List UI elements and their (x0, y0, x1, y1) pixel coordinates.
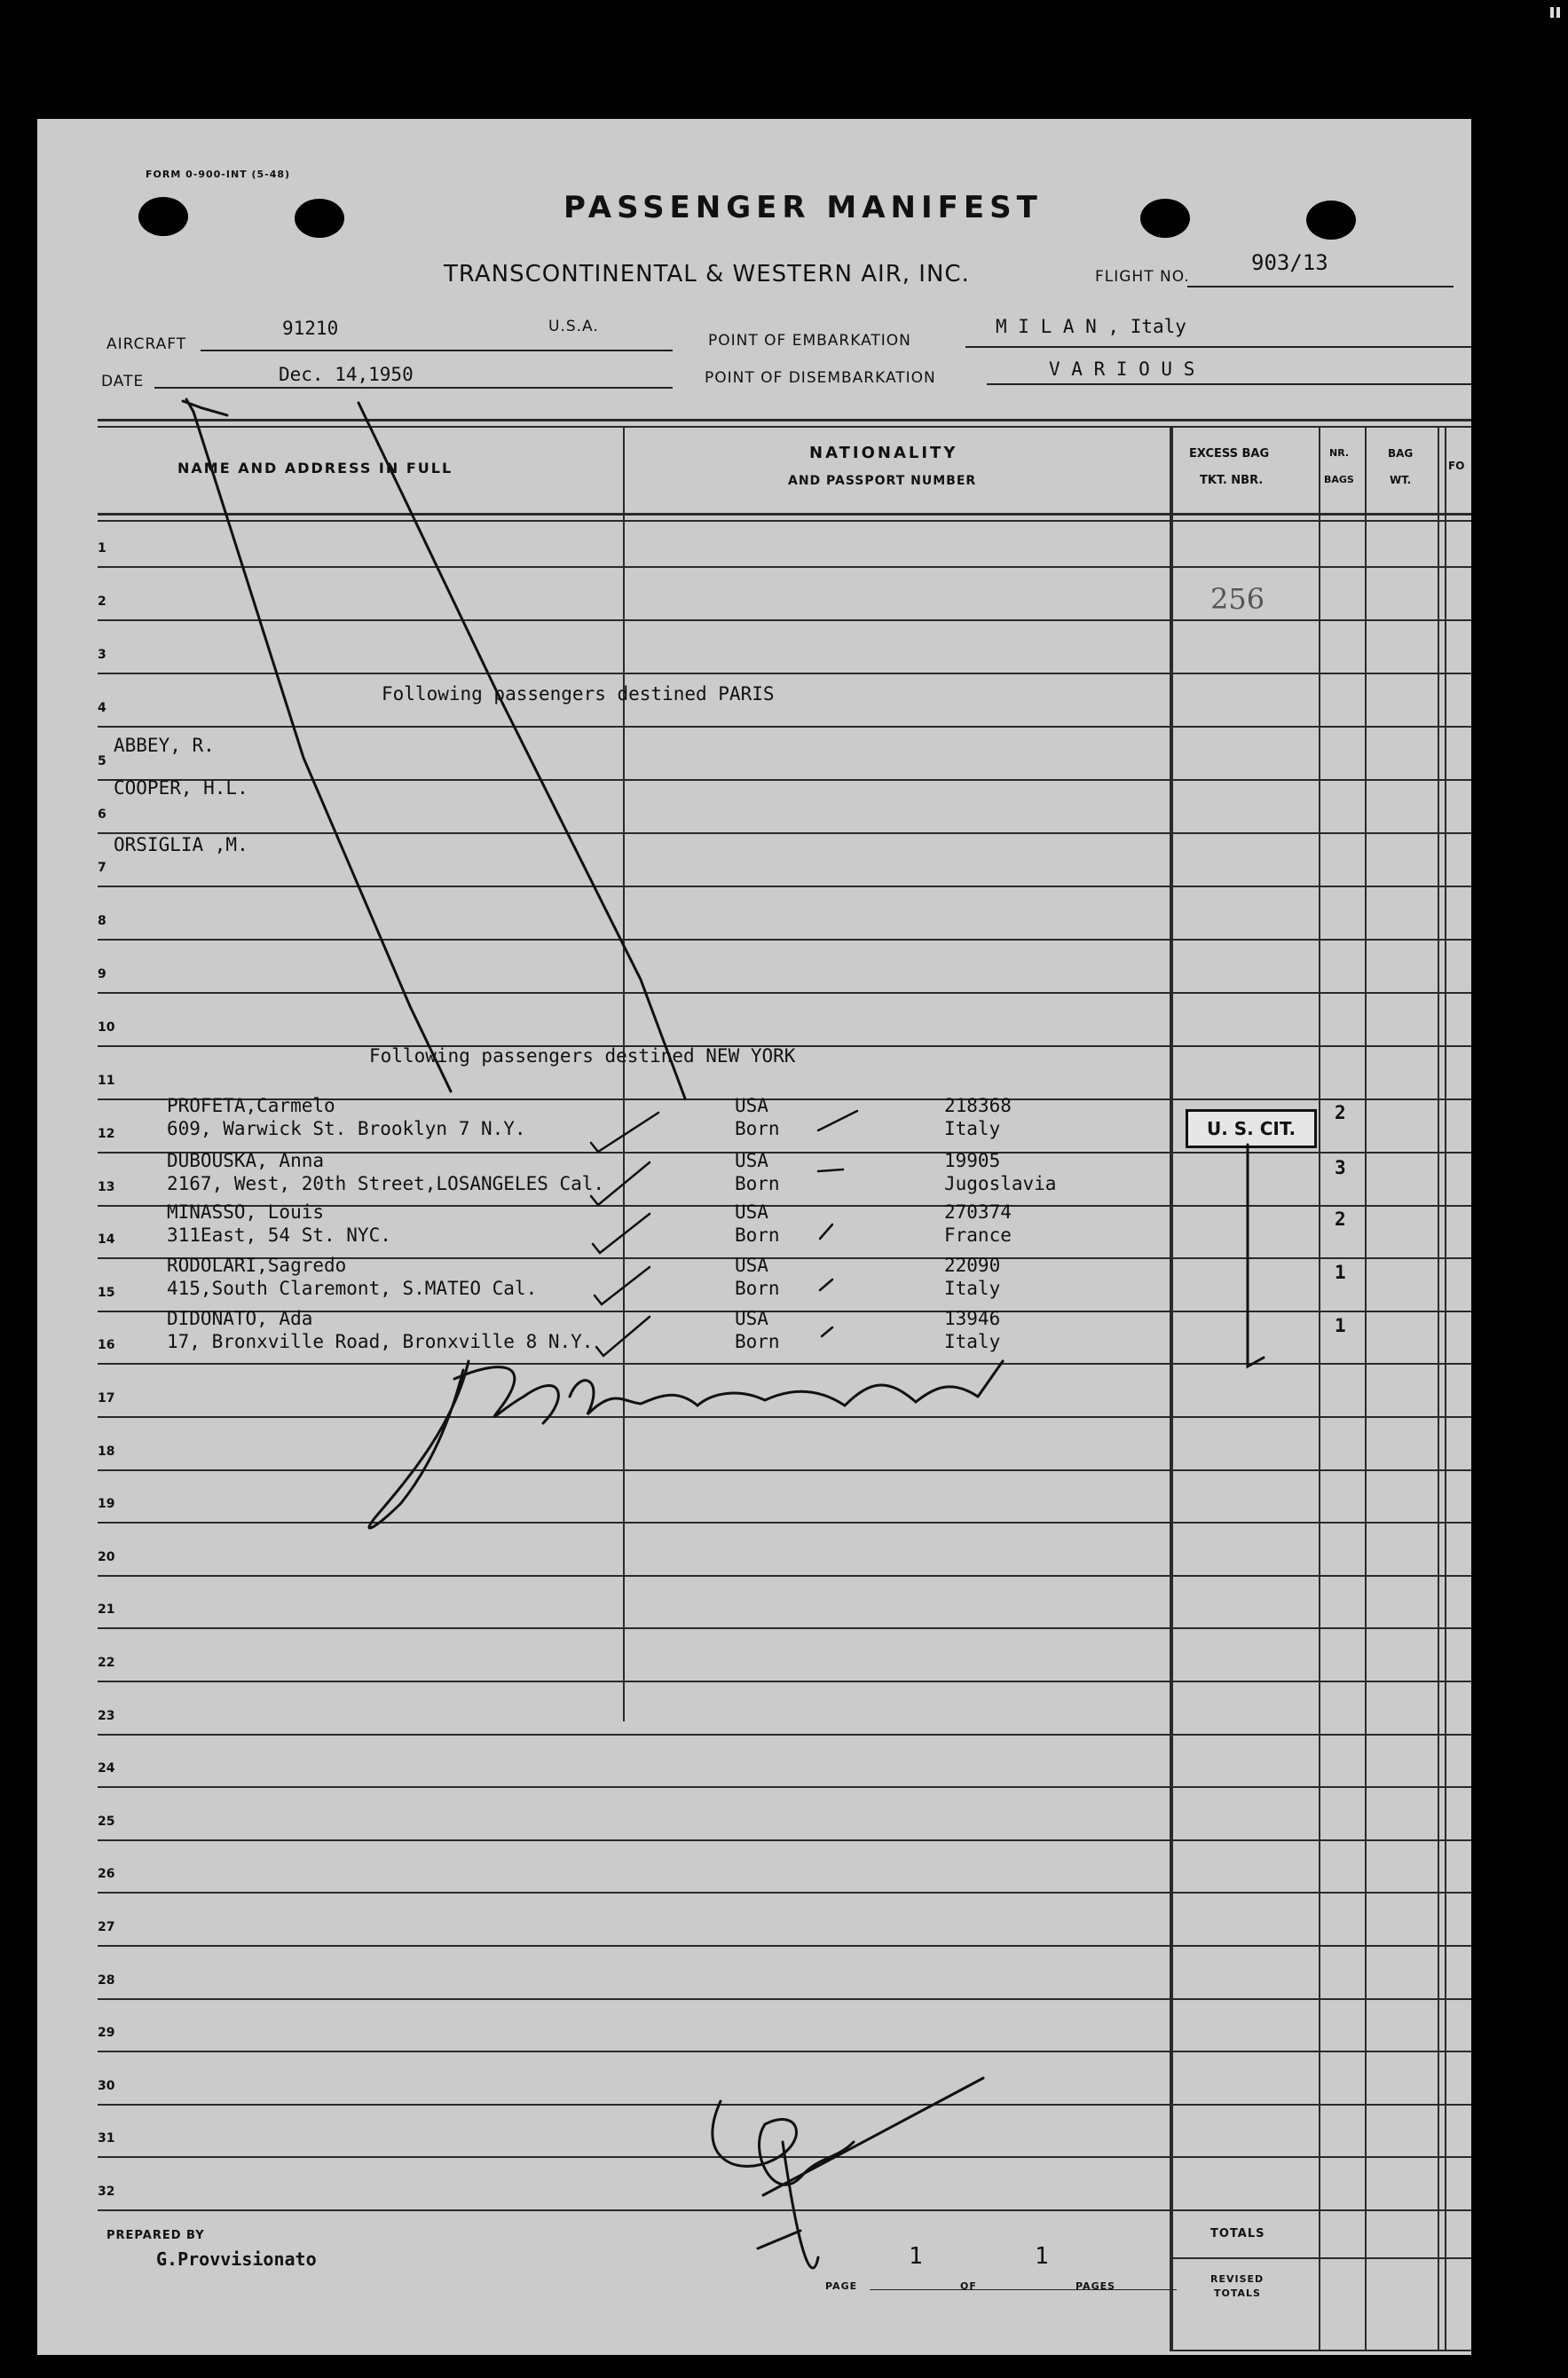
ny-passenger-address: 17, Bronxville Road, Bronxville 8 N.Y. (167, 1331, 594, 1352)
row-number: 6 (98, 807, 106, 822)
section-heading-paris: Following passengers destined PARIS (382, 683, 775, 705)
embark-label: POINT OF EMBARKATION (708, 332, 911, 350)
ny-passenger-address: 415,South Claremont, S.MATEO Cal. (167, 1278, 538, 1299)
ny-passenger-birthplace: Italy (944, 1331, 1001, 1352)
row-number: 25 (98, 1814, 115, 1829)
paris-passenger: COOPER, H.L. (114, 777, 248, 799)
totals-label: TOTALS (1210, 2227, 1265, 2240)
row-number: 16 (98, 1338, 115, 1353)
flight-number: 903/13 (1251, 250, 1328, 275)
page-total: 1 (1035, 2243, 1049, 2270)
ny-passenger-born-label: Born (735, 1173, 780, 1194)
ny-passenger-bags: 1 (1335, 1315, 1346, 1336)
row-number: 24 (98, 1761, 115, 1776)
row-number: 29 (98, 2026, 115, 2041)
ny-passenger-birthplace: Italy (944, 1118, 1001, 1139)
ny-passenger-nationality: USA (735, 1255, 768, 1276)
embark-point: M I L A N , Italy (996, 316, 1186, 337)
ny-passenger-name: RODOLARI,Sagredo (167, 1255, 347, 1276)
ny-passenger-address: 311East, 54 St. NYC. (167, 1224, 391, 1246)
ny-passenger-birthplace: Jugoslavia (944, 1173, 1057, 1194)
handwriting-overlay (37, 119, 1471, 2355)
ny-passenger-birthplace: France (944, 1224, 1012, 1246)
section-heading-new-york: Following passengers destined NEW YORK (369, 1045, 796, 1067)
ny-passenger-passport: 19905 (944, 1150, 1001, 1171)
row-number: 30 (98, 2078, 115, 2093)
row-number: 26 (98, 1867, 115, 1882)
row-number: 5 (98, 754, 106, 768)
col-excess-header-2: TKT. NBR. (1200, 474, 1264, 487)
signature-broderick (369, 1361, 1003, 1528)
col-nbr-header-2: BAGS (1324, 474, 1354, 485)
paris-passenger: ORSIGLIA ,M. (114, 834, 248, 855)
ny-passenger-birthplace: Italy (944, 1278, 1001, 1299)
ny-passenger-bags: 1 (1335, 1262, 1346, 1283)
ny-passenger-address: 2167, West, 20th Street,LOSANGELES Cal. (167, 1173, 605, 1194)
col-wt-header-2: WT. (1390, 474, 1412, 486)
us-citizen-box: U. S. CIT. (1186, 1109, 1317, 1148)
row-number: 2 (98, 594, 106, 609)
row-number: 11 (98, 1074, 115, 1088)
strike-line-2 (359, 403, 685, 1098)
aircraft-number: 91210 (282, 318, 339, 339)
aircraft-country: U.S.A. (548, 318, 599, 335)
row-number: 1 (98, 541, 106, 555)
row-number: 28 (98, 1972, 115, 1988)
signature-initials (713, 2078, 983, 2268)
ny-passenger-name: DIDONATO, Ada (167, 1308, 313, 1329)
row-number: 4 (98, 701, 106, 715)
disembark-label: POINT OF DISEMBARKATION (705, 369, 936, 387)
ny-passenger-name: DUBOUSKA, Anna (167, 1150, 325, 1171)
col-excess-header-1: EXCESS BAG (1189, 447, 1270, 461)
ny-passenger-passport: 13946 (944, 1308, 1001, 1329)
ny-passenger-nationality: USA (735, 1095, 768, 1116)
manifest-title: PASSENGER MANIFEST (563, 190, 1043, 225)
row-number: 13 (98, 1179, 115, 1194)
paris-passenger: ABBEY, R. (114, 735, 215, 756)
col-passport-header: AND PASSPORT NUMBER (788, 474, 977, 488)
col-nationality-header: NATIONALITY (809, 444, 958, 462)
strike-line-1b (183, 401, 227, 415)
row-number: 19 (98, 1497, 115, 1512)
ny-passenger-bags: 2 (1335, 1102, 1346, 1123)
row-number: 7 (98, 861, 106, 875)
revised-totals-label: REVISED (1210, 2273, 1265, 2285)
aircraft-label: AIRCRAFT (106, 335, 187, 353)
ny-passenger-name: PROFETA,Carmelo (167, 1095, 335, 1116)
row-number: 3 (98, 648, 106, 662)
flight-date: Dec. 14,1950 (279, 364, 414, 385)
prepared-by-name: G.Provvisionato (156, 2248, 317, 2270)
signature-broderick-text: J.P. Broderick (37, 119, 43, 120)
page-number: 1 (909, 2243, 923, 2270)
ny-passenger-nationality: USA (735, 1201, 768, 1223)
ny-passenger-born-label: Born (735, 1118, 780, 1139)
dash-mark-icon (818, 1111, 857, 1336)
ny-passenger-bags: 2 (1335, 1209, 1346, 1230)
ny-passenger-address: 609, Warwick St. Brooklyn 7 N.Y. (167, 1118, 526, 1139)
of-label: OF (960, 2280, 977, 2292)
row-number: 18 (98, 1444, 115, 1459)
row-number: 27 (98, 1920, 115, 1934)
excess-ticket-note: 256 (1210, 582, 1265, 616)
pages-label: PAGES (1076, 2280, 1116, 2292)
row-number: 8 (98, 914, 106, 928)
carrier-name: TRANSCONTINENTAL & WESTERN AIR, INC. (444, 261, 970, 287)
page-label: PAGE (825, 2280, 858, 2292)
ny-passenger-born-label: Born (735, 1331, 780, 1352)
col-nbr-header-1: NR. (1329, 447, 1350, 459)
row-number: 20 (98, 1549, 115, 1564)
prepared-by-label: PREPARED BY (106, 2229, 205, 2242)
row-number: 23 (98, 1708, 115, 1723)
ny-passenger-nationality: USA (735, 1150, 768, 1171)
ny-passenger-bags: 3 (1335, 1157, 1346, 1178)
date-label: DATE (101, 373, 145, 390)
row-number: 17 (98, 1391, 115, 1406)
flight-label: FLIGHT NO. (1095, 268, 1190, 286)
revised-totals-label-2: TOTALS (1214, 2287, 1261, 2299)
row-number: 9 (98, 967, 106, 981)
ny-passenger-passport: 270374 (944, 1201, 1012, 1223)
row-number: 15 (98, 1285, 115, 1300)
disembark-point: V A R I O U S (1049, 358, 1195, 380)
manifest-sheet (37, 119, 1471, 2355)
ny-passenger-nationality: USA (735, 1308, 768, 1329)
row-number: 31 (98, 2131, 115, 2146)
col-wt-header-1: BAG (1388, 447, 1414, 460)
row-number: 10 (98, 1020, 115, 1035)
row-number: 14 (98, 1232, 115, 1248)
row-number: 21 (98, 1602, 115, 1618)
checkmark-icon (591, 1113, 658, 1356)
ny-passenger-born-label: Born (735, 1224, 780, 1246)
ny-passenger-passport: 22090 (944, 1255, 1001, 1276)
row-number: 12 (98, 1127, 115, 1141)
ny-passenger-passport: 218368 (944, 1095, 1012, 1116)
corner-mark-icon (1548, 5, 1563, 20)
row-number: 32 (98, 2185, 115, 2199)
col-name-header: NAME AND ADDRESS IN FULL (177, 460, 453, 476)
us-cit-bracket-line (1248, 1145, 1264, 1366)
col-cut-header: FO (1448, 460, 1465, 472)
ny-passenger-born-label: Born (735, 1278, 780, 1299)
row-number: 22 (98, 1656, 115, 1670)
ny-passenger-name: MINASSO, Louis (167, 1201, 325, 1223)
form-number: FORM 0-900-INT (5-48) (146, 169, 291, 180)
strike-line-1 (186, 399, 451, 1091)
